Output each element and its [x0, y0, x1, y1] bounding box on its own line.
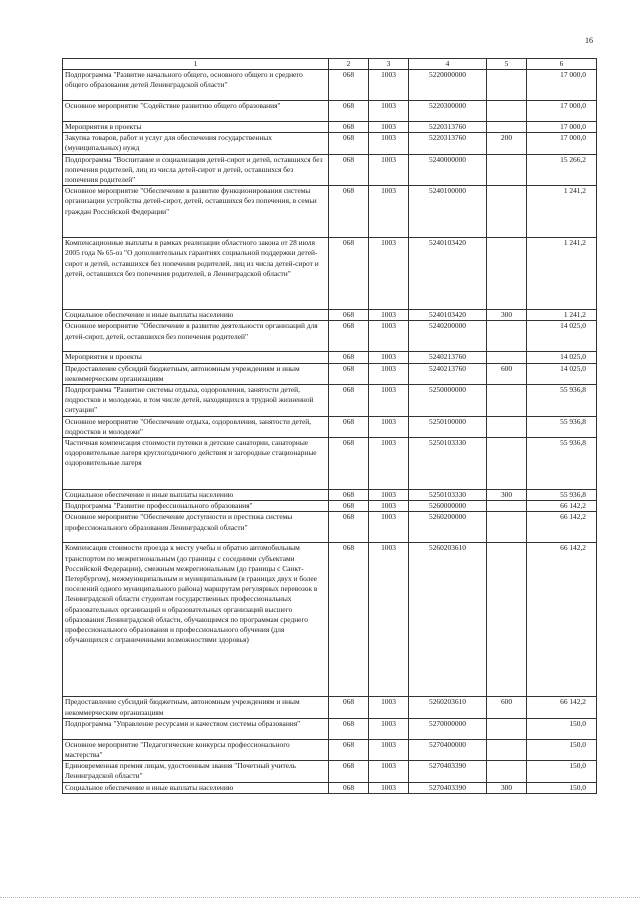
- row-type-cell: 300: [487, 310, 527, 321]
- row-sum-cell: 150,0: [527, 739, 597, 760]
- row-section-cell: 1003: [369, 438, 409, 490]
- row-code-cell: 068: [329, 186, 369, 238]
- row-name-cell: Основное мероприятие "Обеспечение в развитие функционирования системы организации устройства детей-сирот, детей, оставшихся без попечения, в семьи граждан Российской Федерации": [63, 186, 329, 238]
- row-name-cell: Частичная компенсация стоимости путевки в детские санатории, санаторные оздоровительные лагеря круглогодичного действия и загородные стационарные оздоровительные лагеря: [63, 438, 329, 490]
- row-sum-cell: 1 241,2: [527, 238, 597, 310]
- budget-table-body: [63, 59, 597, 794]
- header-cell: 4: [409, 59, 487, 70]
- table-row: [63, 761, 597, 782]
- row-section-cell: 1003: [369, 543, 409, 697]
- row-type-cell: 300: [487, 782, 527, 793]
- table-row: [63, 133, 597, 154]
- header-cell: 2: [329, 59, 369, 70]
- row-section-cell: 1003: [369, 512, 409, 543]
- row-code-cell: 068: [329, 310, 369, 321]
- row-type-cell: 600: [487, 363, 527, 384]
- row-code-cell: 068: [329, 101, 369, 122]
- table-row: [63, 186, 597, 238]
- table-row: [63, 122, 597, 133]
- row-code-cell: 068: [329, 352, 369, 363]
- table-row: [63, 512, 597, 543]
- row-target-cell: 5220300000: [409, 101, 487, 122]
- row-sum-cell: 150,0: [527, 718, 597, 739]
- row-section-cell: 1003: [369, 101, 409, 122]
- row-sum-cell: 1 241,2: [527, 310, 597, 321]
- row-sum-cell: 55 936,8: [527, 438, 597, 490]
- table-row: [63, 321, 597, 352]
- row-type-cell: [487, 321, 527, 352]
- table-header-row: [63, 59, 597, 70]
- row-target-cell: 5250103330: [409, 438, 487, 490]
- row-type-cell: [487, 512, 527, 543]
- row-code-cell: 068: [329, 133, 369, 154]
- row-name-cell: Социальное обеспечение и иные выплаты населению: [63, 310, 329, 321]
- row-sum-cell: 1 241,2: [527, 186, 597, 238]
- row-sum-cell: 150,0: [527, 782, 597, 793]
- row-name-cell: Социальное обеспечение и иные выплаты населению: [63, 490, 329, 501]
- table-row: [63, 154, 597, 186]
- row-section-cell: 1003: [369, 122, 409, 133]
- table-row: [63, 385, 597, 417]
- row-section-cell: 1003: [369, 761, 409, 782]
- row-type-cell: 200: [487, 133, 527, 154]
- row-sum-cell: 17 000,0: [527, 122, 597, 133]
- row-type-cell: [487, 70, 527, 101]
- row-type-cell: [487, 501, 527, 512]
- row-target-cell: 5240213760: [409, 352, 487, 363]
- row-name-cell: Закупка товаров, работ и услуг для обеспечения государственных (муниципальных) нужд: [63, 133, 329, 154]
- row-code-cell: 068: [329, 543, 369, 697]
- row-target-cell: 5240103420: [409, 310, 487, 321]
- row-sum-cell: 66 142,2: [527, 543, 597, 697]
- table-row: [63, 501, 597, 512]
- row-target-cell: 5260203610: [409, 697, 487, 718]
- row-name-cell: Предоставление субсидий бюджетным, автономным учреждениям и иным некоммерческим организациям: [63, 363, 329, 384]
- header-cell: 6: [527, 59, 597, 70]
- row-section-cell: 1003: [369, 352, 409, 363]
- table-row: [63, 697, 597, 718]
- row-name-cell: Мероприятия и проекты: [63, 352, 329, 363]
- row-sum-cell: 14 025,0: [527, 321, 597, 352]
- row-section-cell: 1003: [369, 490, 409, 501]
- row-section-cell: 1003: [369, 186, 409, 238]
- row-section-cell: 1003: [369, 501, 409, 512]
- row-code-cell: 068: [329, 321, 369, 352]
- row-sum-cell: 17 000,0: [527, 101, 597, 122]
- row-sum-cell: 14 025,0: [527, 352, 597, 363]
- row-target-cell: 5260200000: [409, 512, 487, 543]
- row-target-cell: 5240100000: [409, 186, 487, 238]
- row-section-cell: 1003: [369, 133, 409, 154]
- row-section-cell: 1003: [369, 321, 409, 352]
- row-code-cell: 068: [329, 697, 369, 718]
- row-sum-cell: 55 936,8: [527, 490, 597, 501]
- row-code-cell: 068: [329, 238, 369, 310]
- row-code-cell: 068: [329, 363, 369, 384]
- row-code-cell: 068: [329, 782, 369, 793]
- row-name-cell: Социальное обеспечение и иные выплаты населению: [63, 782, 329, 793]
- row-name-cell: Предоставление субсидий бюджетным, автономным учреждениям и иным некоммерческим организациям: [63, 697, 329, 718]
- table-row: [63, 238, 597, 310]
- row-type-cell: [487, 122, 527, 133]
- row-sum-cell: 66 142,2: [527, 501, 597, 512]
- row-type-cell: [487, 718, 527, 739]
- row-target-cell: 5240000000: [409, 154, 487, 186]
- row-target-cell: 5220000000: [409, 70, 487, 101]
- row-name-cell: Компенсационные выплаты в рамках реализации областного закона от 28 июля 2005 года № 65-оз "О дополнительных гарантиях социальной поддержки детей-сирот и детей, оставшихся без попечения родителей, лиц из числа детей-сирот и детей, оставшихся без попечения родителей, в Ленинградской области": [63, 238, 329, 310]
- row-code-cell: 068: [329, 490, 369, 501]
- table-row: [63, 101, 597, 122]
- budget-table: [62, 58, 597, 794]
- row-type-cell: [487, 543, 527, 697]
- row-section-cell: 1003: [369, 782, 409, 793]
- row-name-cell: Компенсация стоимости проезда к месту учебы и обратно автомобильным транспортом по межрегиональным (до границы с соседними субъектами Российской Федерации), смежным межрегиональным (до границы с Санкт-Петербургом), межмуниципальным и муниципальным (в границах двух и более поселений одного муниципального района) маршрутам регулярных перевозок в Ленинградской области студентам государственных профессиональных образовательных организаций и образовательных организаций высшего образования Ленинградской области, обучающимся по программам среднего профессионального образования и профессионального обучения (для обучающихся с ограниченными возможностями здоровья): [63, 543, 329, 697]
- row-section-cell: 1003: [369, 739, 409, 760]
- row-target-cell: 5240213760: [409, 363, 487, 384]
- row-name-cell: Мероприятия в проекты: [63, 122, 329, 133]
- row-target-cell: 5270403390: [409, 761, 487, 782]
- row-name-cell: Подпрограмма "Развитие системы отдыха, оздоровления, занятости детей, подростков и молодежи, в том числе детей, находящихся в трудной жизненной ситуации": [63, 385, 329, 417]
- row-type-cell: 300: [487, 490, 527, 501]
- row-type-cell: [487, 186, 527, 238]
- row-section-cell: 1003: [369, 416, 409, 437]
- row-sum-cell: 15 266,2: [527, 154, 597, 186]
- header-cell: 3: [369, 59, 409, 70]
- table-row: [63, 352, 597, 363]
- row-sum-cell: 55 936,8: [527, 385, 597, 417]
- header-cell: 5: [487, 59, 527, 70]
- row-name-cell: Основное мероприятие "Обеспечение доступности и престижа системы профессионального образования Ленинградской области": [63, 512, 329, 543]
- row-sum-cell: 150,0: [527, 761, 597, 782]
- row-sum-cell: 17 000,0: [527, 70, 597, 101]
- table-row: [63, 70, 597, 101]
- row-code-cell: 068: [329, 416, 369, 437]
- row-sum-cell: 55 936,8: [527, 416, 597, 437]
- row-name-cell: Основное мероприятие "Обеспечение отдыха, оздоровления, занятости детей, подростков и молодежи": [63, 416, 329, 437]
- row-section-cell: 1003: [369, 697, 409, 718]
- row-section-cell: 1003: [369, 363, 409, 384]
- row-name-cell: Подпрограмма "Воспитание и социализация детей-сирот и детей, оставшихся без попечения родителей, лиц из числа детей-сирот и детей, оставшихся без попечения родителей": [63, 154, 329, 186]
- row-code-cell: 068: [329, 122, 369, 133]
- row-sum-cell: 17 000,0: [527, 133, 597, 154]
- row-target-cell: 5260203610: [409, 543, 487, 697]
- page-number: 16: [585, 36, 593, 45]
- row-name-cell: Основное мероприятие "Обеспечение в развитие деятельности организаций для детей-сирот, детей, оставшихся без попечения родителей": [63, 321, 329, 352]
- row-name-cell: Основное мероприятие "Содействие развитию общего образования": [63, 101, 329, 122]
- table-row: [63, 739, 597, 760]
- table-row: [63, 438, 597, 490]
- row-sum-cell: 66 142,2: [527, 697, 597, 718]
- row-code-cell: 068: [329, 718, 369, 739]
- row-code-cell: 068: [329, 438, 369, 490]
- row-type-cell: [487, 761, 527, 782]
- row-code-cell: 068: [329, 512, 369, 543]
- row-name-cell: Подпрограмма "Развитие профессионального образования": [63, 501, 329, 512]
- row-target-cell: 5220313760: [409, 122, 487, 133]
- row-name-cell: Основное мероприятие "Педагогические конкурсы профессионального мастерства": [63, 739, 329, 760]
- row-section-cell: 1003: [369, 238, 409, 310]
- row-type-cell: [487, 154, 527, 186]
- table-row: [63, 310, 597, 321]
- row-code-cell: 068: [329, 761, 369, 782]
- row-target-cell: 5220313760: [409, 133, 487, 154]
- row-target-cell: 5240200000: [409, 321, 487, 352]
- row-type-cell: [487, 739, 527, 760]
- table-row: [63, 490, 597, 501]
- row-target-cell: 5240103420: [409, 238, 487, 310]
- table-row: [63, 718, 597, 739]
- row-target-cell: 5260000000: [409, 501, 487, 512]
- row-code-cell: 068: [329, 501, 369, 512]
- header-cell: 1: [63, 59, 329, 70]
- table-row: [63, 416, 597, 437]
- row-code-cell: 068: [329, 385, 369, 417]
- row-type-cell: [487, 385, 527, 417]
- row-name-cell: Единовременная премия лицам, удостоенным звания "Почетный учитель Ленинградской области": [63, 761, 329, 782]
- row-name-cell: Подпрограмма "Развитие начального общего, основного общего и среднего общего образования детей Ленинградской области": [63, 70, 329, 101]
- table-row: [63, 543, 597, 697]
- page-bottom-edge: [0, 897, 640, 898]
- row-type-cell: [487, 416, 527, 437]
- row-sum-cell: 14 025,0: [527, 363, 597, 384]
- row-target-cell: 5250100000: [409, 416, 487, 437]
- row-section-cell: 1003: [369, 310, 409, 321]
- row-type-cell: [487, 101, 527, 122]
- row-target-cell: 5250000000: [409, 385, 487, 417]
- row-section-cell: 1003: [369, 385, 409, 417]
- row-type-cell: [487, 238, 527, 310]
- row-type-cell: [487, 352, 527, 363]
- table-row: [63, 363, 597, 384]
- row-section-cell: 1003: [369, 70, 409, 101]
- row-sum-cell: 66 142,2: [527, 512, 597, 543]
- row-code-cell: 068: [329, 739, 369, 760]
- table-row: [63, 782, 597, 793]
- row-code-cell: 068: [329, 70, 369, 101]
- row-section-cell: 1003: [369, 154, 409, 186]
- row-code-cell: 068: [329, 154, 369, 186]
- row-type-cell: [487, 438, 527, 490]
- row-section-cell: 1003: [369, 718, 409, 739]
- row-type-cell: 600: [487, 697, 527, 718]
- row-target-cell: 5270400000: [409, 739, 487, 760]
- row-target-cell: 5250103330: [409, 490, 487, 501]
- row-target-cell: 5270403390: [409, 782, 487, 793]
- row-name-cell: Подпрограмма "Управление ресурсами и качеством системы образования": [63, 718, 329, 739]
- row-target-cell: 5270000000: [409, 718, 487, 739]
